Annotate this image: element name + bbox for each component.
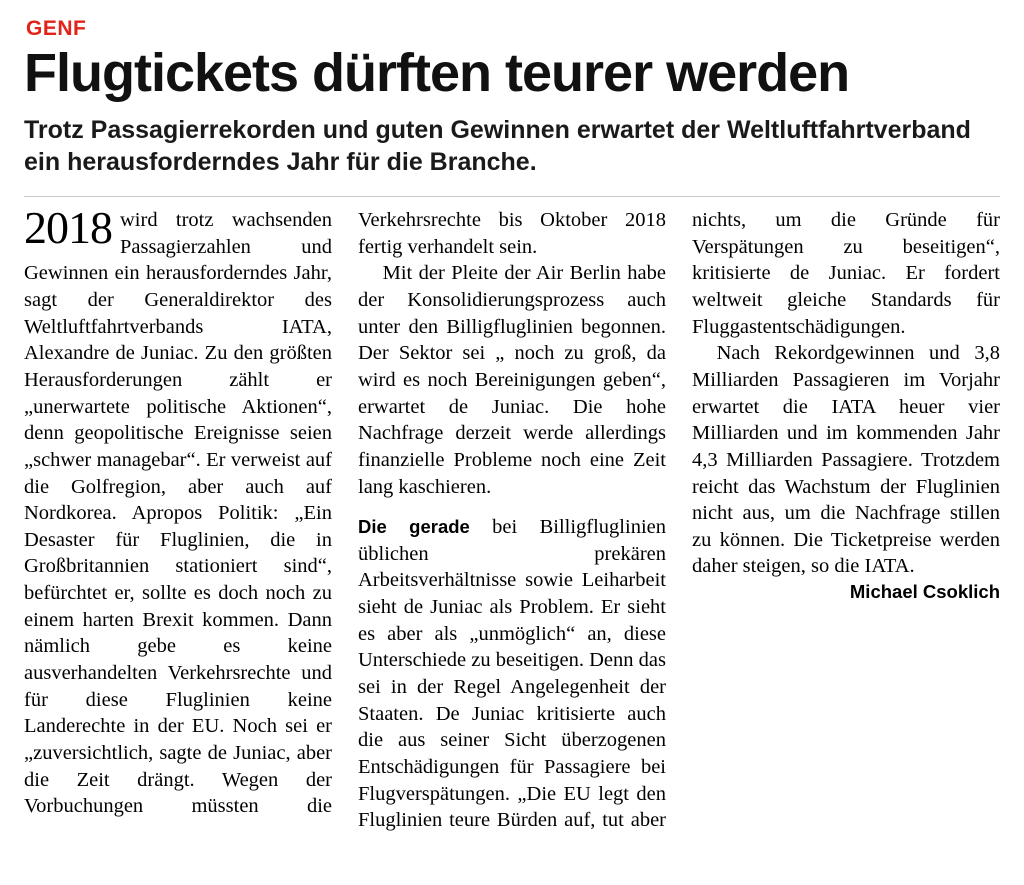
paragraph-text: Nach Rekordgewinnen und 3,8 Milliarden Passagieren im Vorjahr erwartet die IATA heuer vier Milliarden und im kommenden Jahr 4,3 Milliarden Passagiere. Trotzdem reicht das Wachstum der Fluglinien nicht aus, um die Nachfrage stillen zu können. Die Ticketpreise werden daher steigen, so die IATA. (692, 342, 1000, 578)
article-body (24, 202, 1000, 847)
article-kicker: GENF (26, 17, 87, 40)
drop-cap: 2018 (24, 202, 112, 254)
paragraph-lead-in: Die gerade (358, 516, 470, 538)
article-paragraph-2 (358, 260, 666, 500)
article-paragraph-4 (692, 340, 1000, 604)
page-title: Flugtickets dürften teurer werden (24, 43, 850, 103)
paragraph-text: wird trotz wachsenden Passagierzahlen und Gewinnen ein herausforderndes Jahr, sagt der Generaldirektor des Weltluftfahrtverbands IATA, Alexandre de Juniac. Zu den größten Herausforderungen zählt er „unerwartete politische Aktionen“, denn geopolitische Ereignisse seien „schwer managebar“. Er verweist auf die Golfregion, aber auch auf Nordkorea. Apropos Politik: „Ein Desaster für Fluglinien, die in Großbritannien stationiert sind“, befürchtet er, sollte es doch noch zu einem harten Brexit kommen. Dann nämlich gebe es keine ausverhandelten Verkehrsrechte und für diese Fluglinien keine Landerechte in der EU. Noch sei er „zuversichtlich, sagte de Juniac, aber die Zeit drängt. Wegen der Vorbuchungen müssten die Verkehrsrechte bis Oktober 2018 fertig verhandelt sein. (24, 209, 666, 818)
paragraph-spacer (358, 500, 666, 514)
article-byline: Michael Csoklich (849, 581, 1000, 603)
header-divider (24, 196, 1000, 197)
paragraph-text: bei Billigfluglinien üblichen prekären Arbeitsverhältnisse sowie Leiharbeit sieht de Juniac als Problem. Er sieht es aber als „unmöglich“ an, diese Unterschiede zu beseitigen. Denn das sei in der Regel Angelegenheit der Staaten. De Juniac kritisierte auch die aus seiner Sicht überzogenen Entschädigungen für Passagiere bei Flugverspätungen. „Die EU legt den Fluglinien teure Bürden auf, tut aber nichts, um die Gründe für Verspätungen zu beseitigen“, kritisierte de Juniac. Er fordert weltweit gleiche Standards für Fluggastentschädigungen. (358, 209, 1000, 832)
article-subhead: Trotz Passagierrekorden und guten Gewinnen erwartet der Weltluftfahrtverband ein herausforderndes Jahr für die Branche. (24, 116, 971, 176)
paragraph-text: Mit der Pleite der Air Berlin habe der Konsolidierungsprozess auch unter den Billigfluglinien begonnen. Der Sektor sei „ noch zu groß, da wird es noch Bereinigungen geben“, erwartet de Juniac. Die hohe Nachfrage derzeit werde allerdings finanzielle Probleme noch eine Zeit lang kaschieren. (358, 262, 666, 498)
